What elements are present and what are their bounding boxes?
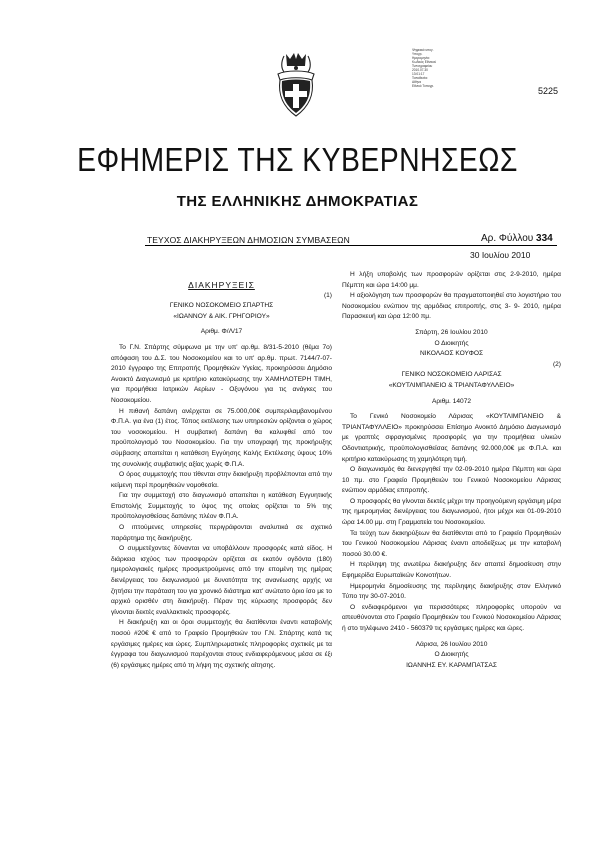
paragraph: Ο ιπτούμενες υπηρεσίες περιγράφονται αναλυτικά σε σχετικό παράρτημα της διακήρυξης. bbox=[111, 524, 332, 542]
greek-coat-of-arms-icon bbox=[272, 50, 320, 122]
gazette-title: ΕΦΗΜΕΡΙΣ ΤΗΣ ΚΥΒΕΡΝΗΣΕΩΣ bbox=[77, 141, 518, 178]
place-date: Σπάρτη, 26 Ιουλίου 2010 bbox=[415, 328, 488, 336]
section-heading: ΔΙΑΚΗΡΥΞΕΙΣ bbox=[188, 280, 255, 290]
stamp-line: 2010.07.30 bbox=[412, 68, 428, 72]
notice-number: (1) bbox=[323, 291, 332, 299]
gazette-subtitle: ΤΗΣ ΕΛΛΗΝΙΚΗΣ ΔΗΜΟΚΡΑΤΙΑΣ bbox=[176, 193, 419, 210]
gazette-series: ΤΕΥΧΟΣ ΔΙΑΚΗΡΥΞΕΩΝ ΔΗΜΟΣΙΩΝ ΣΥΜΒΑΣΕΩΝ bbox=[147, 235, 350, 245]
paragraph: Η διακήρυξη και οι όροι συμμετοχής θα διατίθενται έναντι καταβολής ποσού #20€ € από το Γραφείο Προμηθειών του Γ.Ν. Σπάρτης κατά τις εργάσιμες ημέρες και ώρες. Συμπληρωματικές πληροφορίες σχετικές με τα έγγραφα του διαγωνισμού παρέχονται στους ενδιαφερόμενους μέσα σε έξι (6) εργάσιμες ημέρες από τη λήψη της σχετικής αίτησης. bbox=[111, 619, 332, 669]
page-number: 5225 bbox=[538, 86, 559, 96]
paragraph: Η λήξη υποβολής των προσφορών ορίζεται στις 2-9-2010, ημέρα Πέμπτη και ώρα 14:00 μμ. bbox=[342, 271, 561, 289]
notice-number: (2) bbox=[552, 360, 561, 368]
paragraph: Η περίληψη της ανωτέρω διακήρυξης δεν απαιτεί δημοσίευση στην Εφημερίδα Ευρωπαϊκών Κοινοτήτων. bbox=[342, 561, 561, 580]
paragraph: Ο όρος συμμετοχής που τίθενται στην διακήρυξη προβλέπονται από την κείμενη περί προμηθειών νομοθεσία. bbox=[111, 471, 332, 489]
paragraph: Ο διαγωνισμός θα διενεργηθεί την 02-09-2010 ημέρα Πέμπτη και ώρα 10 πμ. στο Γραφείο Προμηθειών του Γενικού Νοσοκομείου Λάρισας ενώπιον αρμόδιας επιτροπής. bbox=[342, 466, 561, 495]
signatory-title: Ο Διοικητής bbox=[434, 651, 469, 659]
issue-value: 334 bbox=[536, 233, 553, 244]
paragraph: Για την συμμετοχή στο διαγωνισμό απαιτείται η κατάθεση Εγγυητικής Επιστολής Συμμετοχής το ύψος της οποίας ορίζεται το 5% της προϋπολογισθείσας δαπάνης πλέον Φ.Π.Α. bbox=[111, 492, 332, 521]
paragraph: Ημερομηνία δημοσίευσης της περίληψης διακήρυξης στον Ελληνικό Τύπο την 30-07-2010. bbox=[342, 582, 561, 601]
stamp-line: Ψηφιακά υπογ. bbox=[412, 48, 434, 52]
stamp-line: Κωδικός Εθνικού bbox=[412, 60, 437, 64]
organization-name: ΓΕΝΙΚΟ ΝΟΣΟΚΟΜΕΙΟ ΣΠΑΡΤΗΣ bbox=[169, 302, 274, 310]
right-column bbox=[342, 270, 561, 671]
paragraph: Ο ενδιαφερόμενοι για περισσότερες πληροφορίες υπορούν να απευθύνονται στο Γραφείο Προμηθειών του Γενικού Νοσοκομείου Λάρισας ή στο τηλέφωνο 2410 - 560379 τις εργάσιμες ημέρες και ώρες. bbox=[342, 603, 561, 632]
signatory-name: ΝΙΚΟΛΑΟΣ ΚΟΥΦΟΣ bbox=[419, 350, 484, 358]
paragraph: Ο προσφορές θα γίνονται δεκτές μέχρι την προηγούμενη εργάσιμη μέρα της ημερομηνίας διενέργειας του διαγωνισμού, ήτοι μέχρι και 01-09-2010 ώρα 14.00 μμ. στη Γραμματεία του Νοσοκομείου. bbox=[342, 497, 561, 527]
left-column bbox=[111, 270, 332, 671]
declaration-number: Αριθμ. 14072 bbox=[431, 397, 472, 405]
issue-number bbox=[481, 233, 553, 244]
signatory-title: Ο Διοικητής bbox=[434, 339, 469, 347]
stamp-line: Αθήνα bbox=[412, 80, 422, 84]
issue-label: Αρ. Φύλλου bbox=[481, 233, 534, 244]
paragraph: Ο συμμετέχοντες δύνανται να υποβάλλουν προσφορές κατά είδος. Η διάρκεια ισχύος των προσφορών ορίζεται σε εκατόν ογδόντα (180) ημερολογιακές ημέρες προσμετρούμενες από την επομένη της ημέρας διενέργειας του διαγωνισμού με δυνατότητα της ανανέωσης αρχής να ζητήσει την παράταση του για χρονικό διάστημα κατ' ανώτατο όριο ίσο με το αρχικό ορισθέν στη διακήρυξη. Πέραν της κύρωσης προσφοράς δεν γίνονται δεκτές εναλλακτικές προσφορές. bbox=[111, 545, 332, 616]
paragraph: Το Γενικό Νοσοκομείο Λάρισας «ΚΟΥΤΛΙΜΠΑΝΕΙΟ & ΤΡΙΑΝΤΑΦΥΛΛΕΙΟ» προκηρύσσει Επίσημο Ανοικτό Δημόσιο Διαγωνισμό με γραπτές σφραγισμένες προσφορές για την προμήθεια υλικών Οδοντιατρικής, προϋπολογισθείσας δαπάνης 92.000,00€ με Φ.Π.Α. και κριτήριο κατακύρωσης τη χαμηλότερη τιμή. bbox=[342, 413, 561, 463]
stamp-line: Υπογρ. bbox=[412, 52, 423, 56]
place-date: Λάρισα, 26 Ιουλίου 2010 bbox=[415, 640, 488, 648]
header-divider bbox=[145, 245, 557, 246]
organization-subname: «ΚΟΥΤΛΙΜΠΑΝΕΙΟ & ΤΡΙΑΝΤΑΦΥΛΛΕΙΟ» bbox=[388, 381, 515, 389]
digital-signature-stamp bbox=[412, 48, 487, 88]
stamp-line: Ημερομηνία: bbox=[412, 56, 430, 60]
declaration-number: Αριθμ. Φ/Λ/17 bbox=[200, 328, 243, 336]
stamp-line: Εθνικό Τυπογρ. bbox=[412, 84, 434, 88]
paragraph: Η πιθανή δαπάνη ανέρχεται σε 75.000,00€ συμπεριλαμβανομένου Φ.Π.Α. για ένα (1) έτος. Τόπος εκτέλεσης των υπηρεσιών ορίζονται ο χώρος του νοσοκομείου. Η συμβατική δαπάνη θα καλυφθεί από τον προϋπολογισμό του Νοσοκομείου. Για την υπογραφή της προκήρυξης σύμβασης απαιτείται η κατάθεση Εγγύησης Καλής Εκτέλεσης ύψους 10% της συνολικής συμβατικής αξίας χωρίς Φ.Π.Α. bbox=[111, 407, 332, 468]
stamp-line: Τυπογραφείου bbox=[412, 64, 433, 68]
organization-name: ΓΕΝΙΚΟ ΝΟΣΟΚΟΜΕΙΟ ΛΑΡΙΣΑΣ bbox=[401, 371, 502, 379]
paragraph: Η αξιολόγηση των προσφορών θα πραγματοποιηθεί στο λογιστήριο του Νοσοκομείου ενώπιον της αρμόδιας επιτροπής, στις 3- 9- 2010, ημέρα Παρασκευή και ώρα 12:00 πμ. bbox=[342, 292, 561, 321]
paragraph: Το Γ.Ν. Σπάρτης σύμφωνα με την υπ' αρ.θμ. 8/31-5-2010 (θέμα 7ο) απόφαση του Δ.Σ. του Νοσοκομείου και το υπ' αρ.θμ. πρωτ. 7144/7-07-2010 έγγραφο της Επιτροπής Προμηθειών Υγείας, προκηρύσσει Δημόσιο Ανοικτό Διαγωνισμό με κριτήριο κατακύρωσης την ΧΑΜΗΛΟΤΕΡΗ ΤΙΜΗ, για προμήθεια Ιατρικών Αερίων - Οξυγόνου για τις ανάγκες του Νοσοκομείου. bbox=[111, 343, 332, 404]
signatory-name: ΙΩΑΝΝΗΣ ΕΥ. ΚΑΡΑΜΠΑΤΣΑΣ bbox=[406, 661, 497, 669]
paragraph: Τα τεύχη των διακηρύξεων θα διατίθενται από το Γραφείο Προμηθειών του Γενικού Νοσοκομείου Λάρισας έναντι αποδείξεως με την καταβολή ποσού 30.00 €. bbox=[342, 529, 561, 558]
issue-date: 30 Ιουλίου 2010 bbox=[470, 250, 531, 260]
stamp-line: Τοποθεσία: bbox=[412, 76, 428, 80]
stamp-line: 13:01:17 bbox=[412, 72, 425, 76]
organization-subname: «ΙΩΑΝΝΟΥ & ΑΙΚ. ΓΡΗΓΟΡΙΟΥ» bbox=[173, 312, 270, 320]
